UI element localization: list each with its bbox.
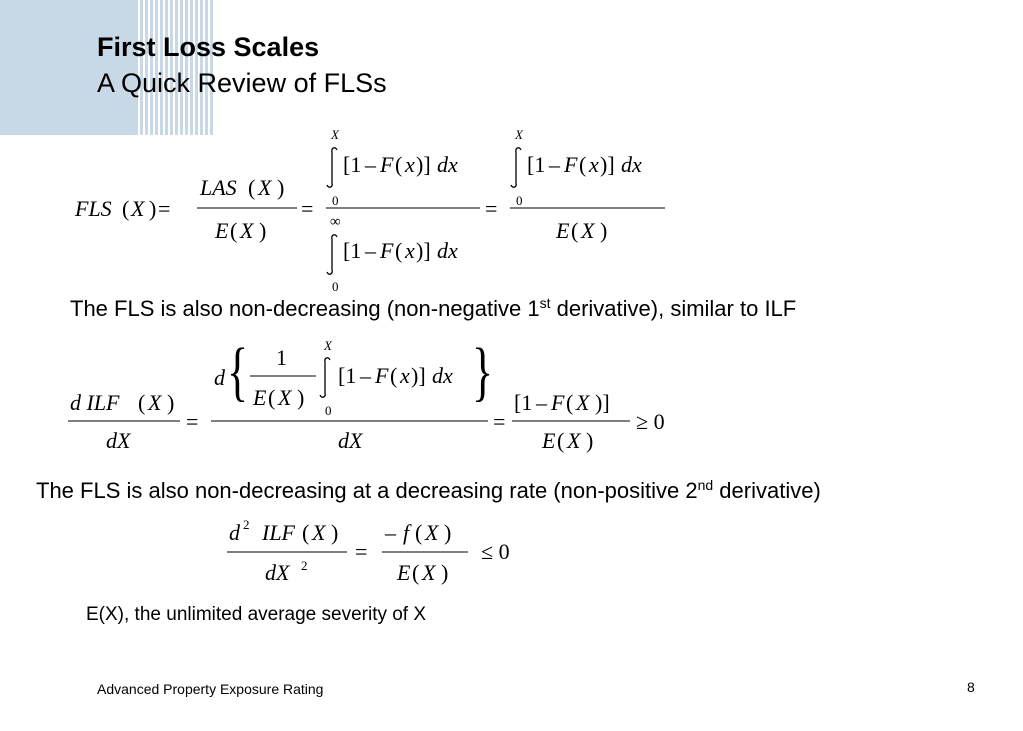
- svg-text:X: X: [425, 520, 439, 545]
- svg-text:(: (: [395, 152, 403, 177]
- svg-text:[1: [1: [514, 390, 533, 415]
- svg-text:X: X: [312, 520, 326, 545]
- svg-text:{: {: [227, 335, 249, 409]
- svg-text:x: x: [405, 238, 415, 263]
- svg-text:0: 0: [332, 279, 339, 294]
- svg-text:0: 0: [332, 193, 339, 208]
- svg-text:dx: dx: [621, 152, 642, 177]
- statement1-pre: The FLS is also non-decreasing (non-negative 1: [70, 296, 540, 321]
- svg-text:=: =: [493, 409, 506, 434]
- svg-text:(: (: [415, 520, 423, 545]
- svg-text:0: 0: [516, 193, 523, 208]
- svg-text:[1: [1: [338, 363, 357, 388]
- svg-text:(: (: [557, 428, 565, 453]
- svg-text:LAS: LAS: [200, 175, 237, 200]
- svg-text:X: X: [258, 175, 272, 200]
- svg-text:[1: [1: [343, 152, 362, 177]
- footer-text: Advanced Property Exposure Rating: [97, 681, 324, 697]
- statement2-post: derivative): [713, 478, 821, 503]
- svg-text:)]: )]: [416, 152, 431, 177]
- svg-text:E: E: [215, 218, 229, 243]
- svg-text:–: –: [385, 520, 396, 545]
- statement2-sup: nd: [697, 477, 714, 493]
- svg-text:(: (: [248, 175, 256, 200]
- svg-text:(: (: [230, 218, 238, 243]
- svg-text:E: E: [542, 428, 556, 453]
- svg-text:X: X: [278, 385, 292, 410]
- svg-text:X: X: [131, 196, 145, 221]
- svg-text:dx: dx: [432, 363, 453, 388]
- svg-text:–: –: [360, 363, 371, 388]
- svg-text:–: –: [536, 390, 547, 415]
- svg-text:=: =: [301, 196, 314, 221]
- severity-note: E(X), the unlimited average severity of X: [86, 604, 427, 625]
- svg-text:(: (: [571, 218, 579, 243]
- second-derivative-equation: [225, 512, 535, 592]
- svg-text:2: 2: [243, 517, 250, 532]
- svg-text:)]: )]: [595, 390, 610, 415]
- svg-text:=: =: [355, 539, 368, 564]
- svg-text:=: =: [158, 196, 171, 221]
- svg-text:X: X: [324, 338, 332, 353]
- svg-text:(: (: [122, 196, 130, 221]
- svg-text:X: X: [422, 560, 436, 585]
- svg-text:F: F: [380, 152, 394, 177]
- svg-text:E: E: [397, 560, 411, 585]
- svg-text:): ): [600, 218, 608, 243]
- svg-text:x: x: [400, 363, 410, 388]
- fls-definition-equation: [75, 125, 675, 295]
- svg-text:dX: dX: [265, 560, 290, 585]
- svg-text:–: –: [365, 152, 376, 177]
- svg-text:X: X: [240, 218, 254, 243]
- svg-text:): ): [277, 175, 285, 200]
- svg-text:(: (: [302, 520, 310, 545]
- svg-text:F: F: [380, 238, 394, 263]
- svg-text:(: (: [579, 152, 587, 177]
- svg-text:dx: dx: [437, 152, 458, 177]
- svg-text:x: x: [405, 152, 415, 177]
- svg-text:F: F: [564, 152, 578, 177]
- svg-text:F: F: [551, 390, 565, 415]
- svg-text:(: (: [138, 390, 146, 415]
- svg-text:–: –: [365, 238, 376, 263]
- svg-text:X: X: [515, 127, 523, 142]
- svg-text:X: X: [567, 428, 581, 453]
- svg-text:[1: [1: [527, 152, 546, 177]
- svg-text:d: d: [229, 520, 240, 545]
- svg-text:(: (: [566, 390, 574, 415]
- svg-text:FLS: FLS: [75, 196, 112, 221]
- svg-text:X: X: [581, 218, 595, 243]
- svg-text:)]: )]: [411, 363, 426, 388]
- svg-text:): ): [259, 218, 267, 243]
- svg-text:E: E: [556, 218, 570, 243]
- svg-text:dX: dX: [106, 428, 131, 453]
- svg-text:): ): [297, 385, 305, 410]
- svg-text:≤ 0: ≤ 0: [481, 539, 510, 564]
- svg-text:X: X: [331, 127, 339, 142]
- svg-text:): ): [331, 520, 339, 545]
- svg-text:): ): [441, 560, 449, 585]
- svg-text:=: =: [186, 409, 199, 434]
- svg-text:∞: ∞: [330, 214, 341, 230]
- svg-text:X: X: [576, 390, 590, 415]
- svg-text:0: 0: [325, 403, 332, 418]
- svg-text:–: –: [549, 152, 560, 177]
- svg-text:): ): [586, 428, 594, 453]
- svg-text:2: 2: [301, 558, 308, 573]
- svg-text:(: (: [390, 363, 398, 388]
- svg-text:=: =: [485, 196, 498, 221]
- svg-text:d: d: [214, 365, 225, 390]
- page-number: 8: [967, 679, 975, 695]
- statement2-pre: The FLS is also non-decreasing at a decreasing rate (non-positive 2: [36, 478, 698, 503]
- svg-text:)]: )]: [416, 238, 431, 263]
- statement-first-derivative: [70, 296, 796, 322]
- svg-text:(: (: [395, 238, 403, 263]
- svg-text:(: (: [412, 560, 420, 585]
- svg-text:E: E: [253, 385, 267, 410]
- slide-title: First Loss Scales: [97, 32, 320, 62]
- svg-text:≥ 0: ≥ 0: [636, 409, 665, 434]
- svg-text:dX: dX: [338, 428, 363, 453]
- first-derivative-equation: [68, 333, 688, 463]
- svg-text:): ): [149, 196, 157, 221]
- slide-subtitle: A Quick Review of FLSs: [97, 68, 387, 98]
- svg-text:(: (: [268, 385, 276, 410]
- svg-text:ILF: ILF: [262, 520, 295, 545]
- statement-second-derivative: [36, 478, 821, 504]
- svg-text:dx: dx: [437, 238, 458, 263]
- svg-text:d ILF: d ILF: [70, 390, 120, 415]
- statement1-sup: st: [539, 295, 551, 311]
- svg-text:)]: )]: [600, 152, 615, 177]
- svg-text:): ): [444, 520, 452, 545]
- svg-text:x: x: [589, 152, 599, 177]
- svg-text:F: F: [375, 363, 389, 388]
- svg-text:): ): [167, 390, 175, 415]
- svg-text:}: }: [472, 335, 494, 409]
- svg-text:[1: [1: [343, 238, 362, 263]
- svg-text:1: 1: [276, 345, 287, 370]
- svg-text:X: X: [148, 390, 162, 415]
- svg-text:f: f: [403, 520, 410, 545]
- statement1-post: derivative), similar to ILF: [550, 296, 797, 321]
